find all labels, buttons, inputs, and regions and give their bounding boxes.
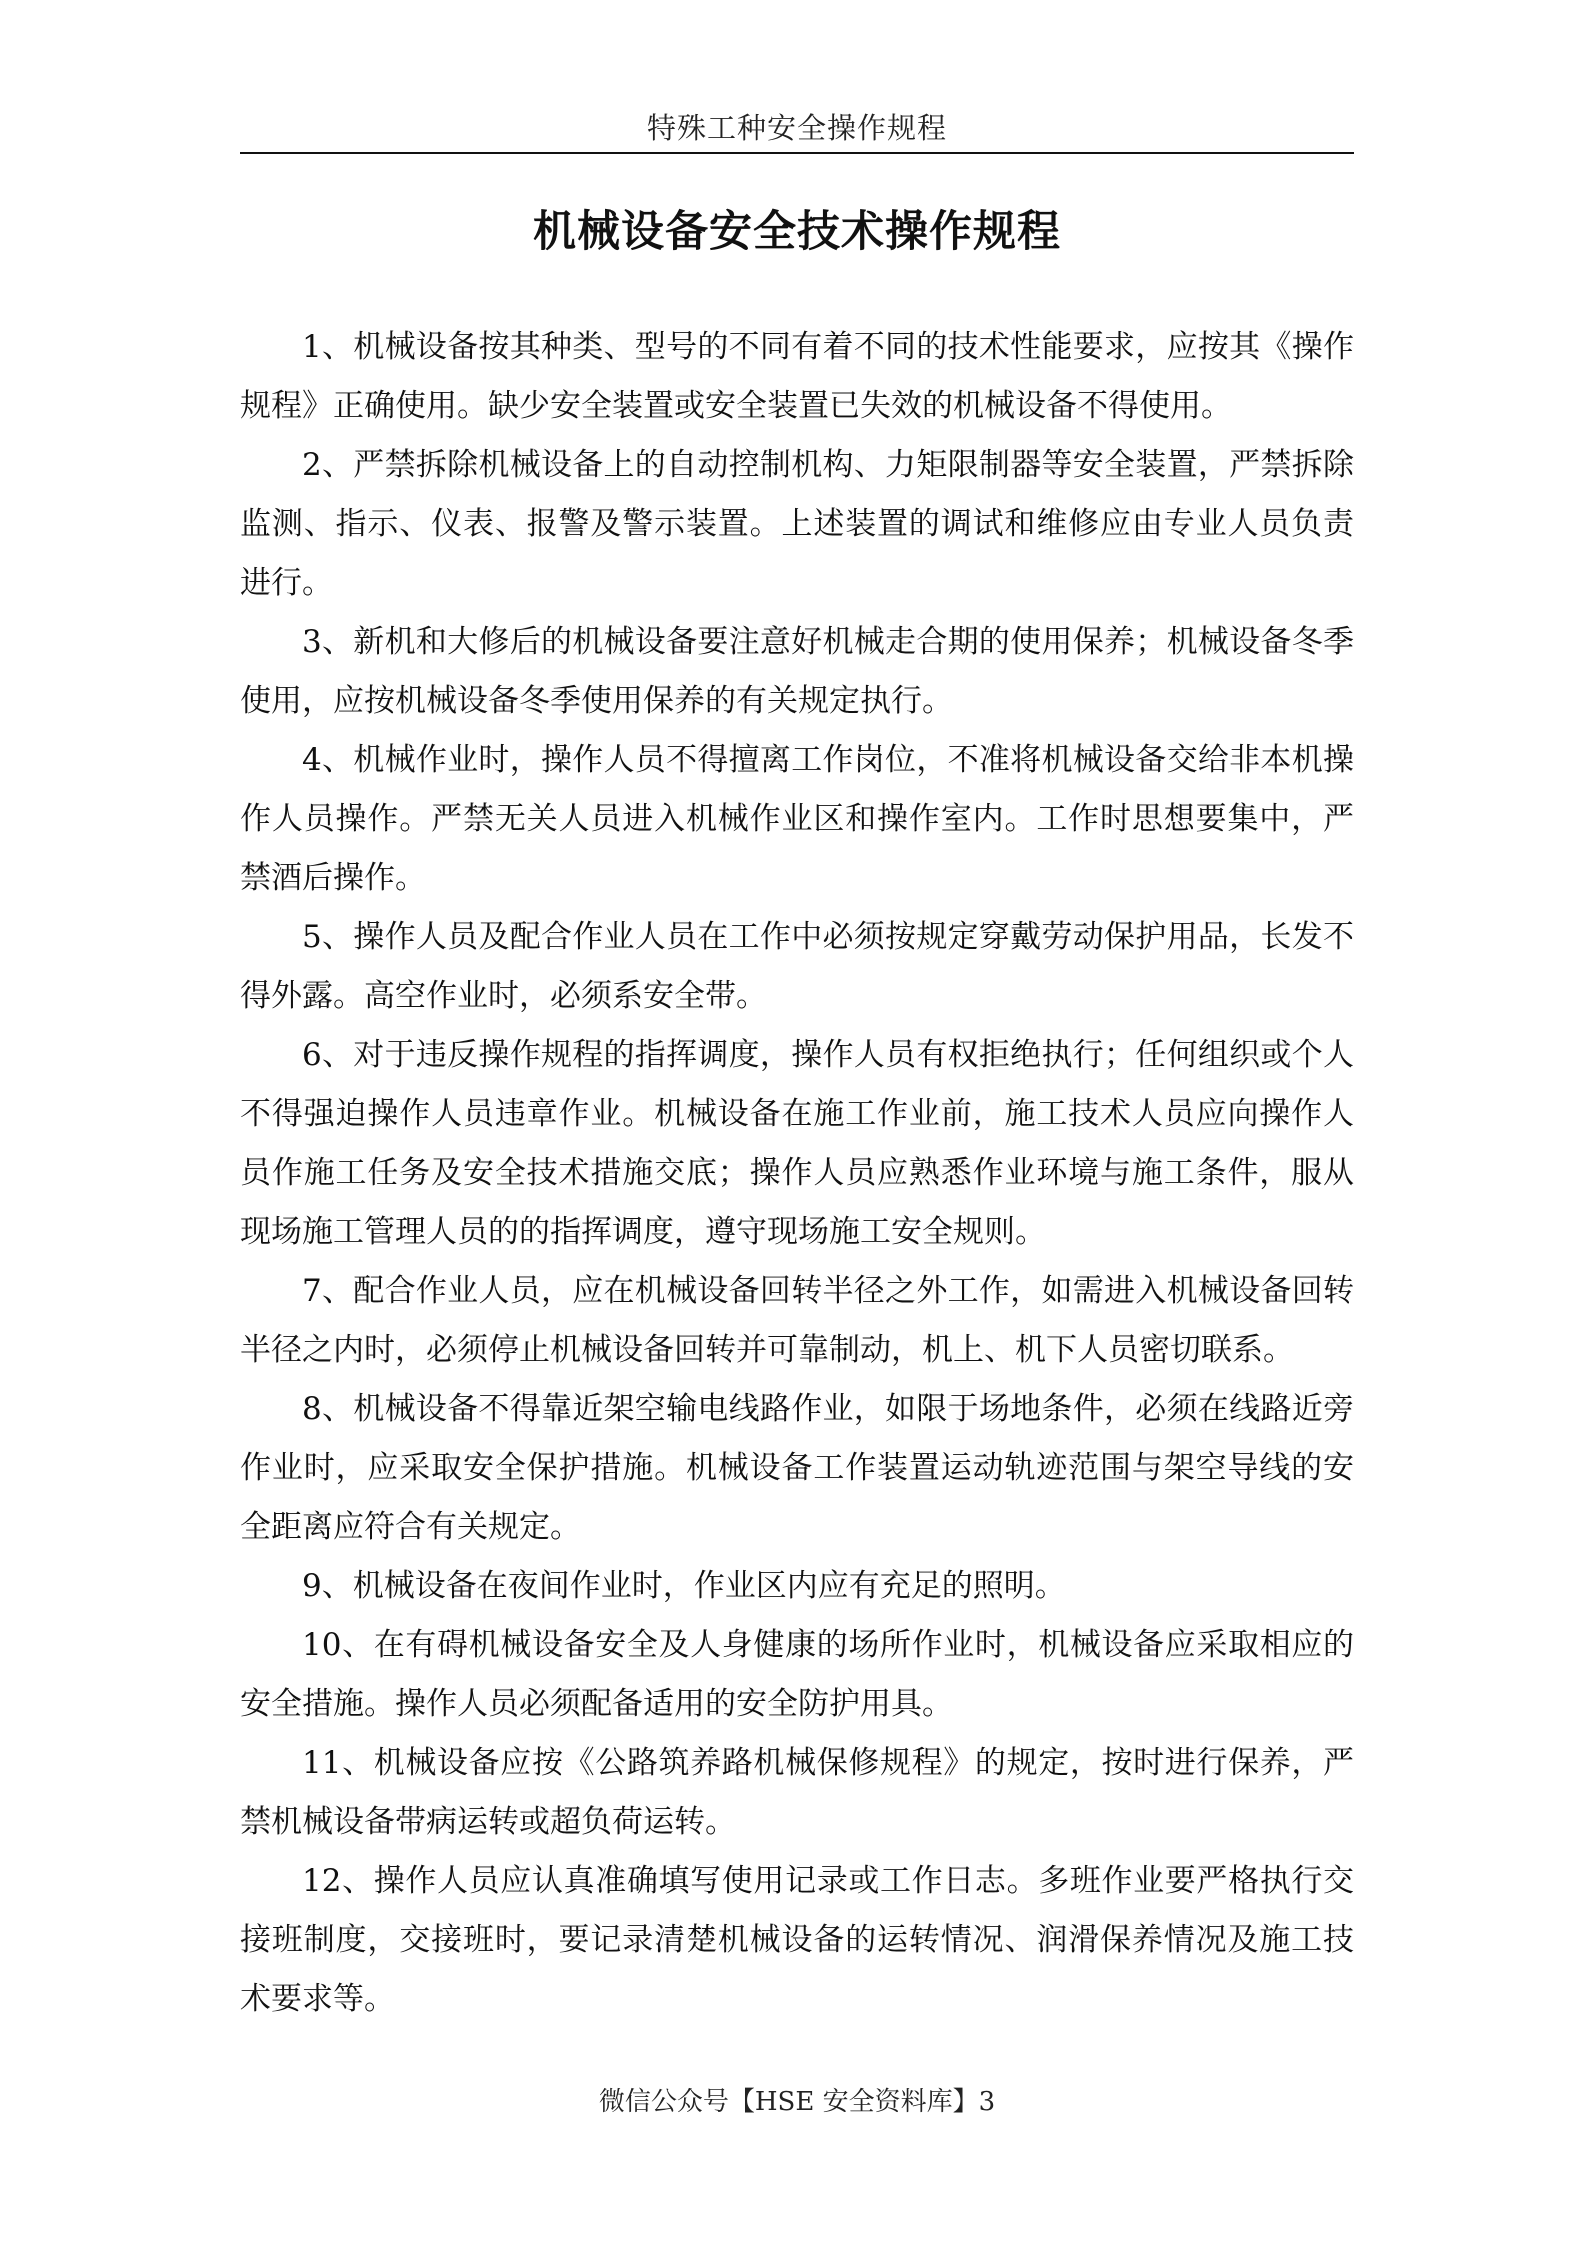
paragraph-10: 10、在有碍机械设备安全及人身健康的场所作业时，机械设备应采取相应的安全措施。操作人员必须配备适用的安全防护用具。 <box>240 1627 1354 1722</box>
paragraph-1: 1、机械设备按其种类、型号的不同有着不同的技术性能要求，应按其《操作规程》正确使用。缺少安全装置或安全装置已失效的机械设备不得使用。 <box>240 329 1354 424</box>
paragraph-8: 8、机械设备不得靠近架空输电线路作业，如限于场地条件，必须在线路近旁作业时，应采取安全保护措施。机械设备工作装置运动轨迹范围与架空导线的安全距离应符合有关规定。 <box>240 1391 1354 1545</box>
page-header: 特殊工种安全操作规程 <box>646 111 947 145</box>
paragraph-3: 3、新机和大修后的机械设备要注意好机械走合期的使用保养；机械设备冬季使用，应按机械设备冬季使用保养的有关规定执行。 <box>240 624 1354 719</box>
paragraph-2: 2、严禁拆除机械设备上的自动控制机构、力矩限制器等安全装置，严禁拆除监测、指示、仪表、报警及警示装置。上述装置的调试和维修应由专业人员负责进行。 <box>240 447 1354 601</box>
document-body <box>240 318 1354 2029</box>
paragraph-12: 12、操作人员应认真准确填写使用记录或工作日志。多班作业要严格执行交接班制度，交接班时，要记录清楚机械设备的运转情况、润滑保养情况及施工技术要求等。 <box>240 1863 1354 2017</box>
document-title: 机械设备安全技术操作规程 <box>533 207 1061 257</box>
paragraph-9: 9、机械设备在夜间作业时，作业区内应有充足的照明。 <box>302 1568 1066 1604</box>
page-footer: 微信公众号【HSE 安全资料库】3 <box>598 2087 996 2117</box>
paragraph-7: 7、配合作业人员，应在机械设备回转半径之外工作，如需进入机械设备回转半径之内时，必须停止机械设备回转并可靠制动，机上、机下人员密切联系。 <box>240 1273 1354 1368</box>
paragraph-6: 6、对于违反操作规程的指挥调度，操作人员有权拒绝执行；任何组织或个人不得强迫操作人员违章作业。机械设备在施工作业前，施工技术人员应向操作人员作施工任务及安全技术措施交底；操作人员应熟悉作业环境与施工条件，服从现场施工管理人员的的指挥调度，遵守现场施工安全规则。 <box>240 1037 1354 1250</box>
paragraph-11: 11、机械设备应按《公路筑养路机械保修规程》的规定，按时进行保养，严禁机械设备带病运转或超负荷运转。 <box>240 1745 1354 1840</box>
paragraph-4: 4、机械作业时，操作人员不得擅离工作岗位，不准将机械设备交给非本机操作人员操作。严禁无关人员进入机械作业区和操作室内。工作时思想要集中，严禁酒后操作。 <box>240 742 1354 896</box>
header-divider <box>240 152 1354 154</box>
paragraph-5: 5、操作人员及配合作业人员在工作中必须按规定穿戴劳动保护用品，长发不得外露。高空作业时，必须系安全带。 <box>240 919 1354 1014</box>
